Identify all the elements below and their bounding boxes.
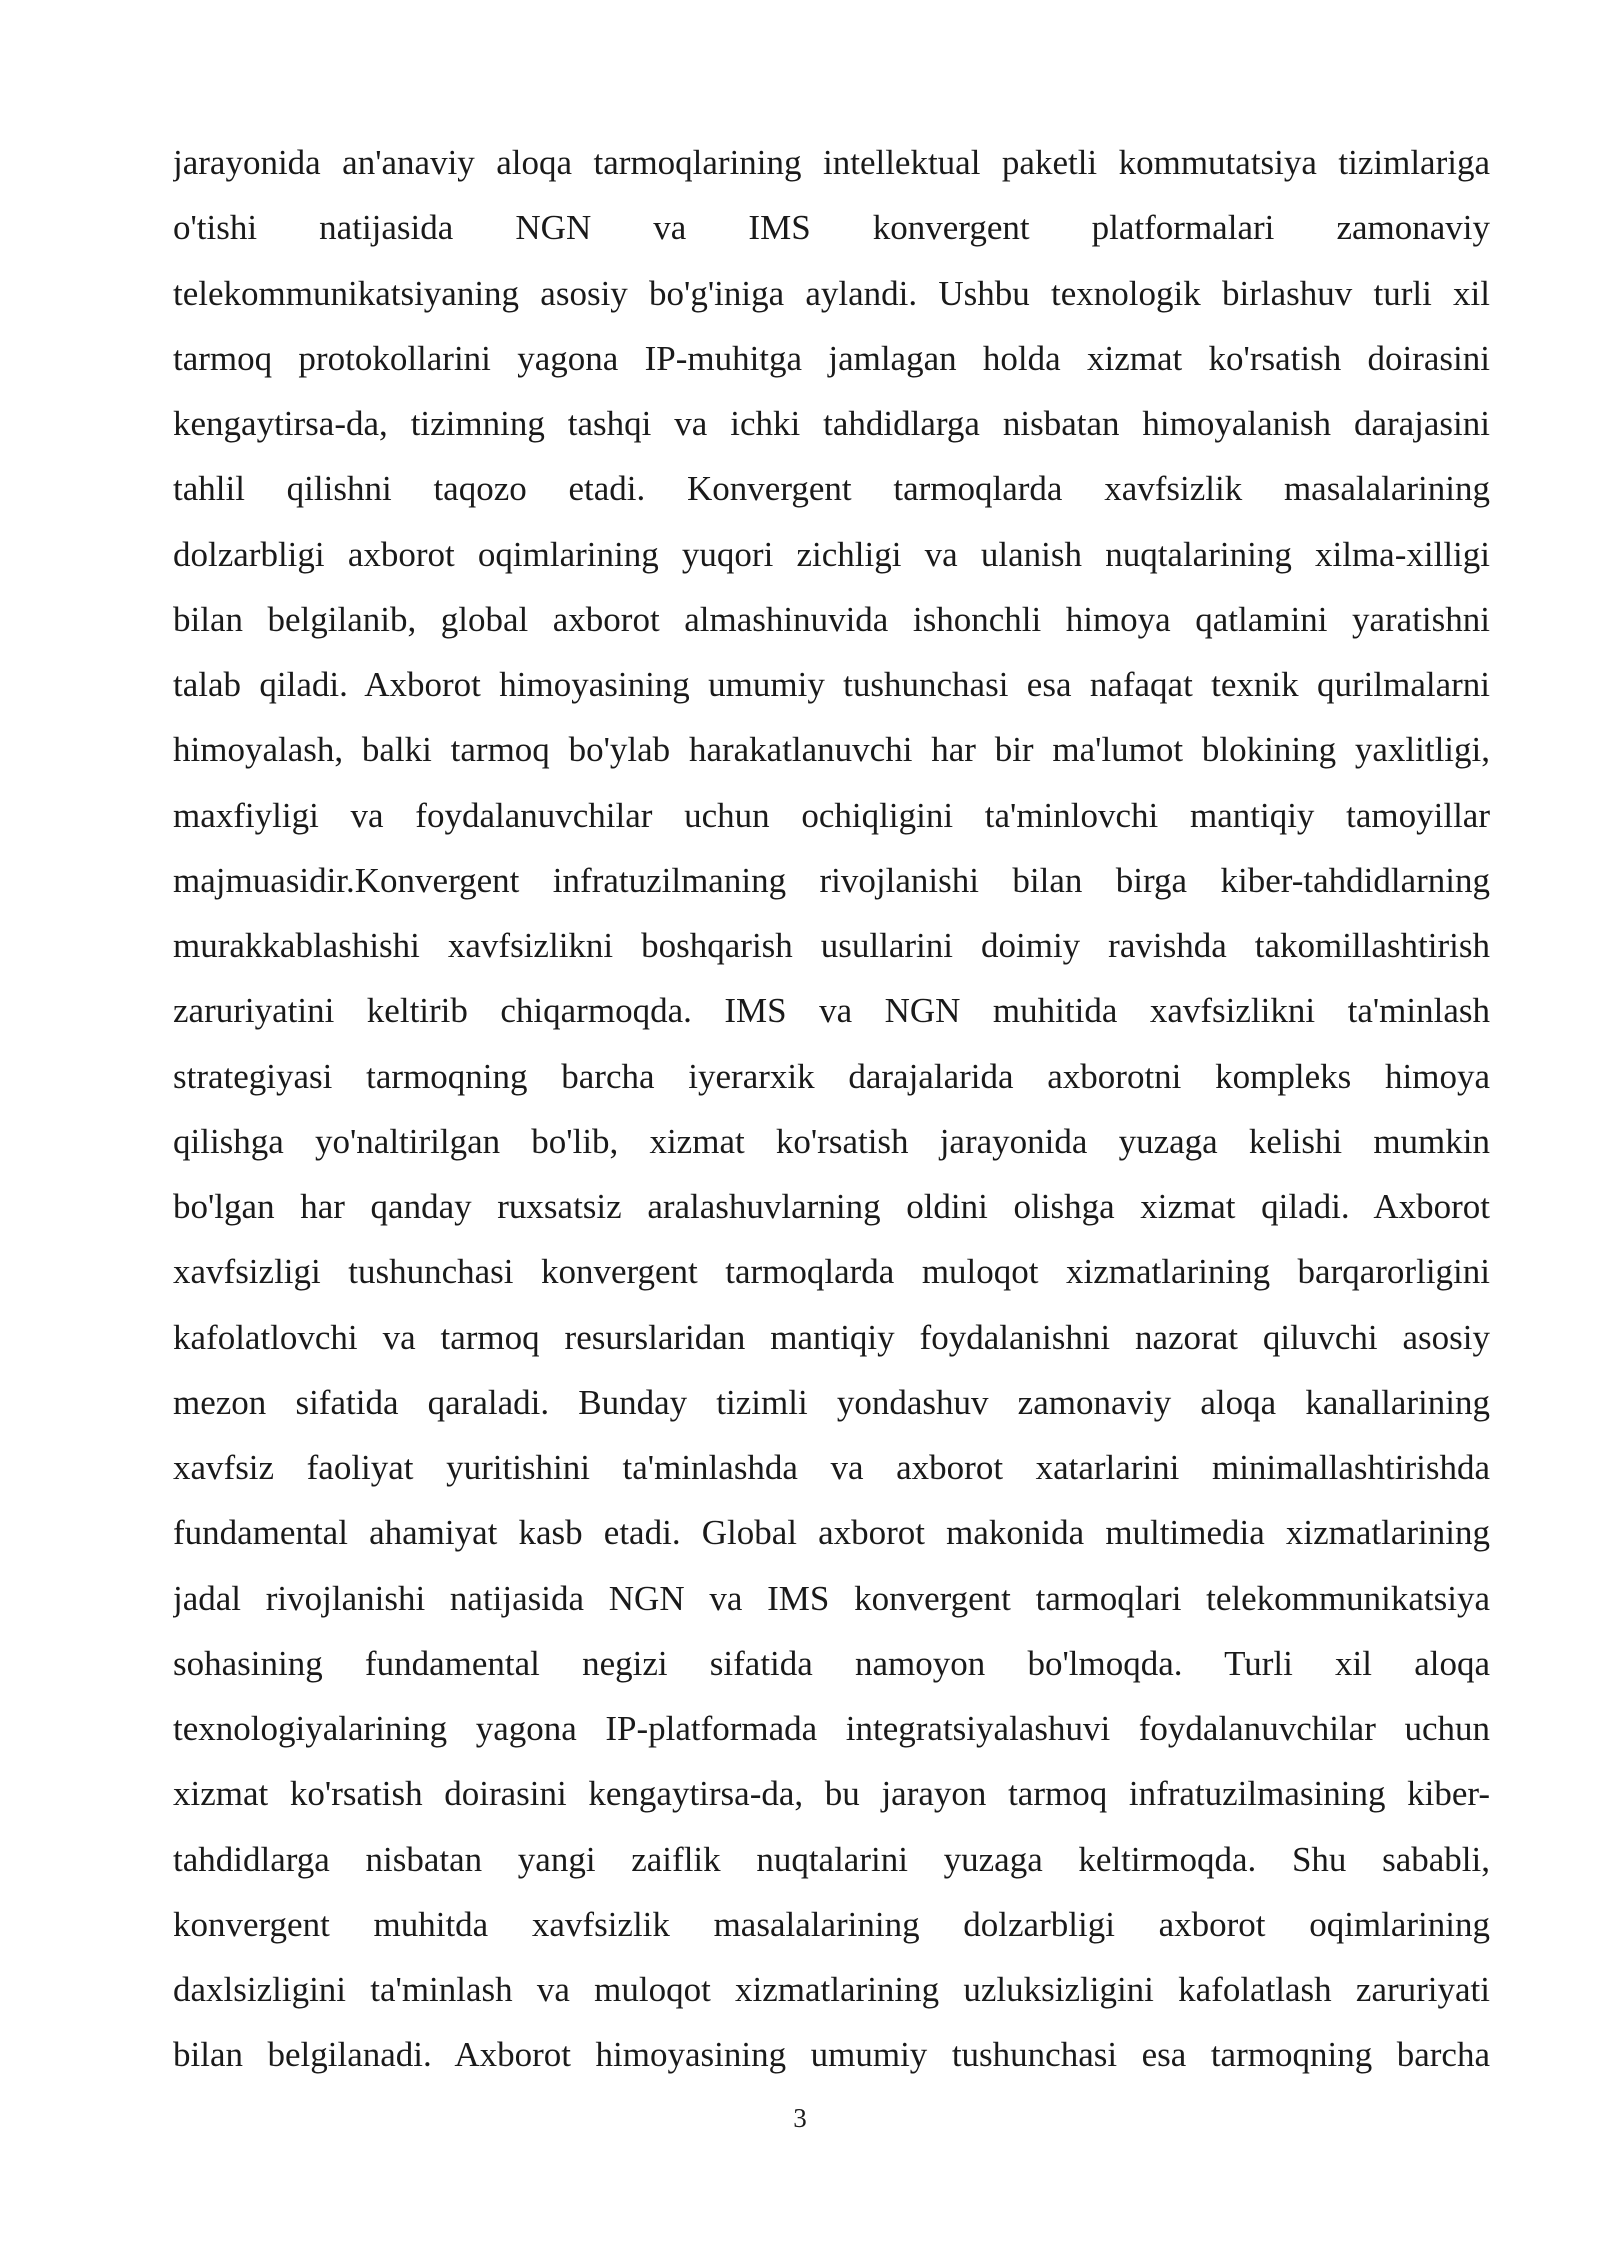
text-line-21: xavfsiz faoliyat yuritishini ta'minlashda va axborot xatarlarini minimallashtirishda: [173, 1448, 1490, 1487]
text-line-9: talab qiladi. Axborot himoyasining umumiy tushunchasi esa nafaqat texnik qurilmalarni: [173, 665, 1490, 704]
text-line-28: konvergent muhitda xavfsizlik masalalarining dolzarbligi axborot oqimlarining: [173, 1904, 1490, 1944]
text-line-5: kengaytirsa-da, tizimning tashqi va ichki tahdidlarga nisbatan himoyalanish darajasini: [173, 404, 1490, 443]
text-line-2: o'tishi natijasida NGN va IMS konvergent platformalari zamonaviy: [173, 208, 1490, 248]
text-line-4: tarmoq protokollarini yagona IP-muhitga jamlagan holda xizmat ko'rsatish doirasini: [173, 338, 1490, 378]
body-text: [173, 130, 1490, 2088]
text-line-22: fundamental ahamiyat kasb etadi. Global axborot makonida multimedia xizmatlarining: [173, 1513, 1490, 1553]
text-line-25: texnologiyalarining yagona IP-platformada integratsiyalashuvi foydalanuvchilar uchun: [173, 1709, 1490, 1748]
text-line-27: tahdidlarga nisbatan yangi zaiflik nuqtalarini yuzaga keltirmoqda. Shu sababli,: [173, 1839, 1490, 1879]
page-number: 3: [793, 2103, 807, 2133]
text-line-3: telekommunikatsiyaning asosiy bo'g'iniga aylandi. Ushbu texnologik birlashuv turli xil: [173, 273, 1490, 313]
text-line-23: jadal rivojlanishi natijasida NGN va IMS konvergent tarmoqlari telekommunikatsiya: [173, 1578, 1490, 1618]
text-line-10: himoyalash, balki tarmoq bo'ylab harakatlanuvchi har bir ma'lumot blokining yaxlitligi,: [173, 730, 1490, 770]
text-line-29: daxlsizligini ta'minlash va muloqot xizmatlarining uzluksizligini kafolatlash zaruriyati: [173, 1970, 1490, 2009]
text-line-18: xavfsizligi tushunchasi konvergent tarmoqlarda muloqot xizmatlarining barqarorligini: [173, 1252, 1490, 1292]
text-line-15: strategiyasi tarmoqning barcha iyerarxik darajalarida axborotni kompleks himoya: [173, 1056, 1490, 1096]
text-line-11: maxfiyligi va foydalanuvchilar uchun ochiqligini ta'minlovchi mantiqiy tamoyillar: [173, 795, 1490, 835]
text-line-20: mezon sifatida qaraladi. Bunday tizimli yondashuv zamonaviy aloqa kanallarining: [173, 1382, 1490, 1422]
text-line-7: dolzarbligi axborot oqimlarining yuqori zichligi va ulanish nuqtalarining xilma-xilligi: [173, 534, 1490, 574]
text-line-12: majmuasidir.Konvergent infratuzilmaning rivojlanishi bilan birga kiber-tahdidlarning: [173, 860, 1490, 900]
text-line-30: bilan belgilanadi. Axborot himoyasining umumiy tushunchasi esa tarmoqning barcha: [173, 2035, 1490, 2075]
text-line-26: xizmat ko'rsatish doirasini kengaytirsa-da, bu jarayon tarmoq infratuzilmasining kiber-: [173, 1774, 1490, 1814]
text-line-13: murakkablashishi xavfsizlikni boshqarish usullarini doimiy ravishda takomillashtirish: [173, 926, 1490, 965]
text-line-14: zaruriyatini keltirib chiqarmoqda. IMS va NGN muhitida xavfsizlikni ta'minlash: [173, 991, 1490, 1031]
text-line-19: kafolatlovchi va tarmoq resurslaridan mantiqiy foydalanishni nazorat qiluvchi asosiy: [173, 1317, 1490, 1357]
text-line-8: bilan belgilanib, global axborot almashinuvida ishonchli himoya qatlamini yaratishni: [173, 599, 1490, 639]
text-line-24: sohasining fundamental negizi sifatida namoyon bo'lmoqda. Turli xil aloqa: [173, 1643, 1490, 1683]
text-line-17: bo'lgan har qanday ruxsatsiz aralashuvlarning oldini olishga xizmat qiladi. Axborot: [173, 1187, 1490, 1226]
text-line-16: qilishga yo'naltirilgan bo'lib, xizmat ko'rsatish jarayonida yuzaga kelishi mumkin: [173, 1121, 1490, 1161]
text-line-6: tahlil qilishni taqozo etadi. Konvergent tarmoqlarda xavfsizlik masalalarining: [173, 469, 1490, 509]
text-line-1: jarayonida an'anaviy aloqa tarmoqlarining intellektual paketli kommutatsiya tizimlariga: [173, 143, 1490, 182]
